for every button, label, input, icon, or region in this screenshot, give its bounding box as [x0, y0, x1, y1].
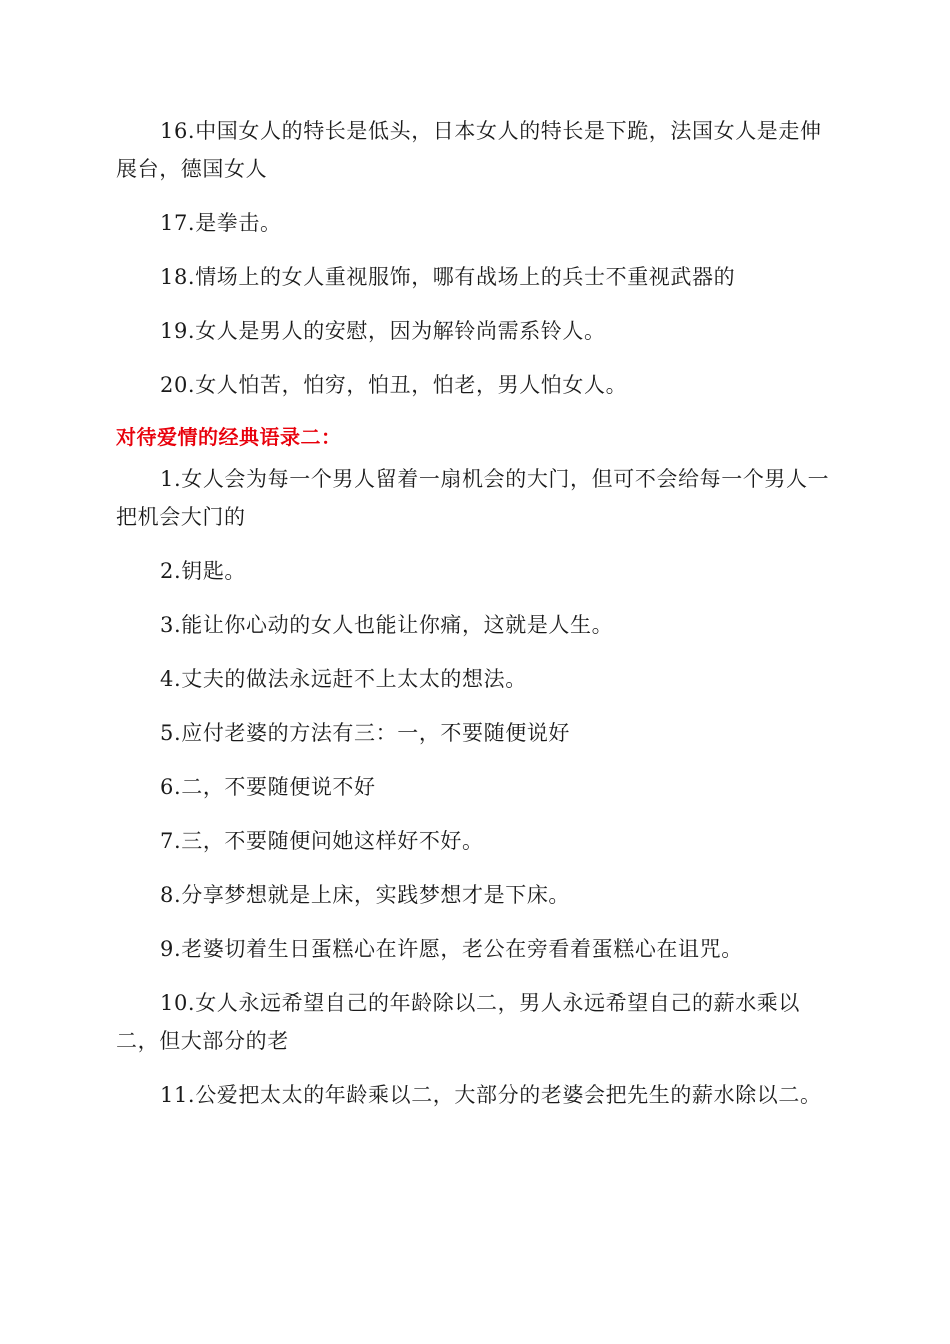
list-item: 1.女人会为每一个男人留着一扇机会的大门，但可不会给每一个男人一把机会大门的: [116, 467, 830, 529]
list-item: 2.钥匙。: [160, 559, 247, 583]
list-item: 20.女人怕苦，怕穷，怕丑，怕老，男人怕女人。: [160, 373, 628, 397]
list-item: 5.应付老婆的方法有三：一，不要随便说好: [160, 721, 571, 745]
list-item: 4.丈夫的做法永远赶不上太太的想法。: [160, 667, 527, 691]
list-item: 6.二，不要随便说不好: [160, 775, 376, 799]
list-item: 3.能让你心动的女人也能让你痛，这就是人生。: [160, 613, 614, 637]
list-item: 11.公爱把太太的年龄乘以二，大部分的老婆会把先生的薪水除以二。: [160, 1083, 822, 1107]
list-item: 17.是拳击。: [160, 211, 282, 235]
list-item: 9.老婆切着生日蛋糕心在许愿，老公在旁看着蛋糕心在诅咒。: [160, 937, 743, 961]
list-item: 19.女人是男人的安慰，因为解铃尚需系铃人。: [160, 319, 606, 343]
section-heading: 对待爱情的经典语录二：: [116, 425, 342, 449]
list-item: 7.三，不要随便问她这样好不好。: [160, 829, 484, 853]
list-item: 16.中国女人的特长是低头，日本女人的特长是下跪，法国女人是走伸展台，德国女人: [116, 119, 822, 181]
list-item: 18.情场上的女人重视服饰，哪有战场上的兵士不重视武器的: [160, 265, 736, 289]
list-item: 10.女人永远希望自己的年龄除以二，男人永远希望自己的薪水乘以二，但大部分的老: [116, 991, 800, 1053]
document-body: [116, 112, 836, 1130]
list-item: 8.分享梦想就是上床，实践梦想才是下床。: [160, 883, 571, 907]
